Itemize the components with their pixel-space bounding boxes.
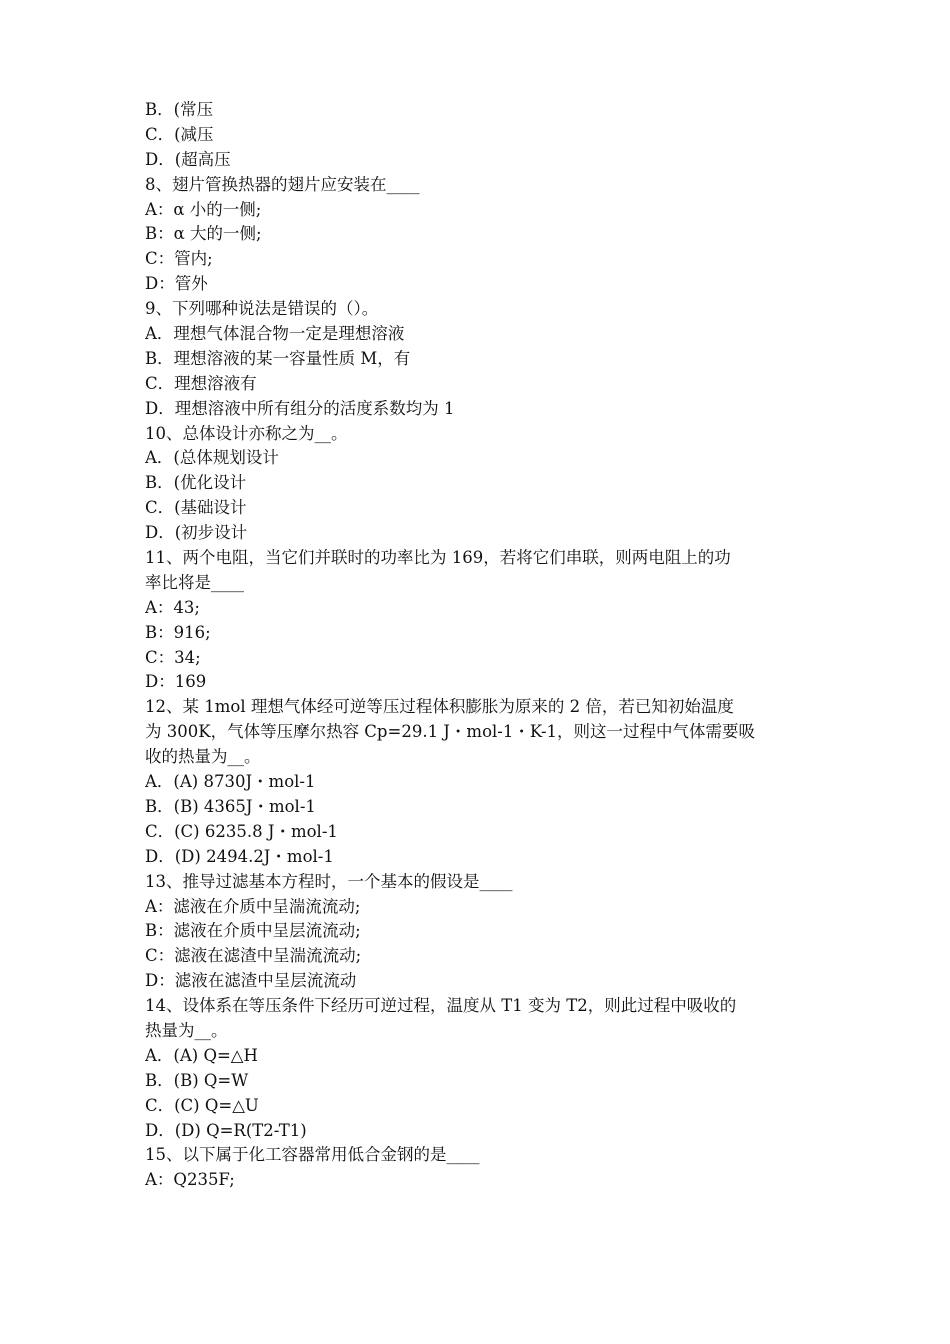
text-line: 10、总体设计亦称之为__。 xyxy=(145,423,348,443)
text-line: 率比将是____ xyxy=(145,572,244,592)
text-line: C．理想溶液有 xyxy=(145,373,257,393)
text-line: D：滤液在滤渣中呈层流流动 xyxy=(145,971,357,991)
text-line: 11、两个电阻，当它们并联时的功率比为 169，若将它们串联，则两电阻上的功 xyxy=(145,548,731,568)
text-line: D．理想溶液中所有组分的活度系数均为 1 xyxy=(145,398,455,418)
text-line: 15、以下属于化工容器常用低合金钢的是____ xyxy=(145,1145,480,1165)
text-line: 收的热量为__。 xyxy=(145,747,261,767)
text-line: 12、某 1mol 理想气体经可逆等压过程体积膨胀为原来的 2 倍，若已知初始温度 xyxy=(145,697,734,717)
document-page xyxy=(145,98,810,1193)
text-line: A．理想气体混合物一定是理想溶液 xyxy=(145,324,405,344)
text-line: B：α 大的一侧; xyxy=(145,224,262,244)
text-line: A．(A) 8730J・mol-1 xyxy=(145,772,316,792)
text-line: B：滤液在介质中呈层流流动; xyxy=(145,921,361,941)
text-line: A．(总体规划设计 xyxy=(145,448,279,468)
text-line: C：管内; xyxy=(145,249,213,269)
text-line: B：916; xyxy=(145,622,211,642)
text-line: B．(B) Q=W xyxy=(145,1070,249,1090)
text-line: A：滤液在介质中呈湍流流动; xyxy=(145,896,361,916)
text-line: 9、下列哪种说法是错误的（）。 xyxy=(145,299,379,319)
text-line: B．(B) 4365J・mol-1 xyxy=(145,796,316,816)
text-line: 为 300K，气体等压摩尔热容 Cp=29.1 J・mol-1・K-1，则这一过程中气体需要吸 xyxy=(145,722,756,742)
text-line: D：管外 xyxy=(145,274,208,294)
text-line: A：43; xyxy=(145,597,200,617)
text-line: B．(优化设计 xyxy=(145,473,247,493)
text-line: B．(常压 xyxy=(145,100,214,119)
text-line: B．理想溶液的某一容量性质 M，有 xyxy=(145,348,411,368)
text-line: C：34; xyxy=(145,647,201,667)
text-line: A：Q235F; xyxy=(145,1170,235,1190)
text-line: C．(C) 6235.8 J・mol-1 xyxy=(145,821,338,841)
text-line: D．(初步设计 xyxy=(145,523,248,543)
text-line: C：滤液在滤渣中呈湍流流动; xyxy=(145,946,362,966)
text-line: C．(C) Q=△U xyxy=(145,1095,259,1115)
text-line: A．(A) Q=△H xyxy=(145,1045,258,1065)
text-line: D．(D) 2494.2J・mol-1 xyxy=(145,846,334,866)
text-line: D．(D) Q=R(T2-T1) xyxy=(145,1120,307,1140)
text-line: 14、设体系在等压条件下经历可逆过程，温度从 T1 变为 T2，则此过程中吸收的 xyxy=(145,996,737,1016)
text-line: 热量为__。 xyxy=(145,1020,228,1040)
text-line: A：α 小的一侧; xyxy=(145,199,262,219)
text-line: D．(超高压 xyxy=(145,149,231,169)
text-line: 13、推导过滤基本方程时，一个基本的假设是____ xyxy=(145,871,513,891)
text-line: C．(基础设计 xyxy=(145,498,247,518)
text-line: 8、翅片管换热器的翅片应安装在____ xyxy=(145,174,420,194)
text-line: D：169 xyxy=(145,672,207,692)
text-line: C．(减压 xyxy=(145,124,214,144)
